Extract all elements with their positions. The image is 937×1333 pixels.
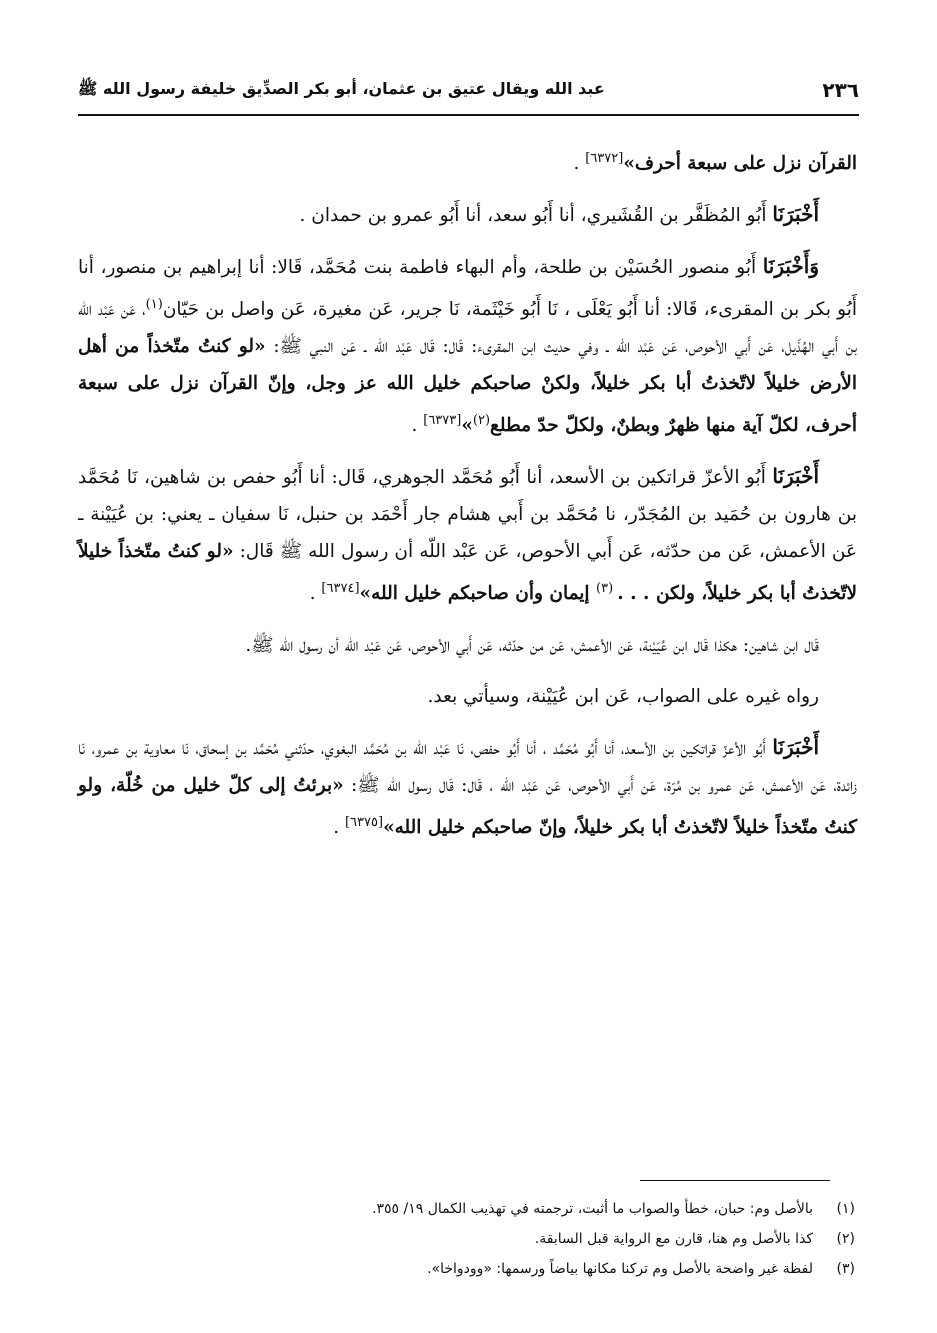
footnote-rule: [640, 1180, 830, 1181]
reference-tag: [٦٣٧٤]: [321, 581, 360, 597]
reference-tag: (٢): [472, 413, 491, 429]
page-number: ٢٣٦: [822, 78, 859, 102]
text-span: «لو كنتُ متّخذاً من أهل الأرض خليلاً لاتّخذتُ أبا بكر خليلاً، ولكنْ صاحبكم خليل الله عز وجل، وإنّ القرآن نزل على سبعة أحرف، لكلّ آية منها ظهرٌ وبطنٌ، ولكلّ حدّ مطلع: [78, 336, 857, 437]
paragraph: [78, 627, 857, 664]
reference-tag: [٦٣٧٢]: [585, 151, 624, 166]
running-title: عبد الله ويقال عتيق بن عثمان، أبو بكر الصدِّيق خليفة رسول الله ﷺ: [78, 78, 605, 98]
footnote: [78, 1224, 855, 1254]
text-span: .: [573, 153, 586, 175]
reference-tag: (١): [145, 297, 163, 313]
main-text: [78, 140, 857, 860]
text-span: »: [461, 415, 473, 437]
text-span: قَال ابن شاهين: هكذا قَال ابن عُيَيْنة، عَن الأعمش، عَن من حدّثه، عَن أَبي الأحوص، عَن عَبْد اللّه أن رسول الله ﷺ.: [245, 634, 819, 656]
footnotes: [78, 1194, 855, 1284]
text-span: أَبُو منصور الحُسَيْن بن طلحة، وأم البهاء فاطمة بنت مُحَمَّد، قَالا: أنا إبراهيم بن منصور، أنا أَبُو بكر بن المقرىء، قَالا: أنا أَبُو يَعْلَى ، نَا أَبُو خَيْثَمة، نَا جرير، عَن مغيرة، عَن واصل بن حَيّان: [78, 257, 857, 321]
text-span: «برئتُ إلى كلّ خليل من خُلّة، ولو كنتُ متّخذاً خليلاً لاتّخذتُ أبا بكر خليلاً، وإنّ صاحبكم خليل الله»: [78, 774, 857, 838]
text-span: .: [309, 583, 322, 605]
paragraph: [78, 458, 857, 612]
text-span: «لو كنتُ متّخذاً خليلاً لاتّخذتُ أبا بكر خليلاً، ولكن . . .: [78, 541, 857, 605]
reference-tag: [٦٣٧٣]: [423, 413, 462, 429]
footnote-text: كذا بالأصل وم هنا، قارن مع الرواية قبل السابقة.: [534, 1231, 813, 1247]
text-span: القرآن نزل على سبعة أحرف»: [623, 153, 857, 175]
text-span: .: [333, 816, 345, 838]
text-span: أَبُو المُظَفَّر بن القُشَيري، أنا أَبُو سعد، أنا أَبُو عمرو بن حمدان .: [299, 205, 773, 227]
text-span: أَبُو الأعزّ قراتكين بن الأسعد، أنا أَبُو مُحَمَّد الجوهري، قَال: أنا أَبُو حفص بن شاهين، نَا مُحَمَّد بن هارون بن حُمَيد بن المُجَدّر، نا مُحَمَّد بن أَبي هشام جار أَحْمَد بن حنبل، نَا سفيان ـ يعني: بن عُيَيْنة ـ عَن الأعمش، عَن من حدّثه، عَن أَبي الأحوص، عَن عَبْد اللّه أن رسول الله ﷺ قَال:: [78, 467, 857, 563]
text-span: إيمان وأن صاحبكم خليل الله»: [359, 583, 597, 605]
header-rule: [78, 114, 859, 116]
paragraph: [78, 140, 857, 182]
footnote-number: (٢): [836, 1231, 855, 1247]
lead-word: أَخْبَرَنَا: [772, 734, 819, 759]
footnote-text: لفظة غير واضحة بالأصل وم تركنا مكانها بياضاً ورسمها: «وودواخا».: [427, 1261, 813, 1277]
lead-word: أَخْبَرَنَا: [772, 464, 819, 489]
footnote-text: بالأصل وم: حبان، خطأ والصواب ما أثبت، ترجمته في تهذيب الكمال ١٩/ ٣٥٥.: [372, 1201, 813, 1217]
paragraph: [78, 248, 857, 444]
text-span: أَبُو الأعزّ قراتكين بن الأسعد، أنا أَبُو مُحَمَّد ، أنا أَبُو حفص، نَا عَبْد اللّه بن مُحَمَّد البغوي، حدّثني مُحَمَّد بن إسحاق، نَا معاوية بن عمرو، نَا زائدة، عَن الأعمش، عَن عمرو بن مُرّة، عَن أَبي الأحوص، عَن عَبْد اللّه ، قَال: قَال رسول الله ﷺ:: [78, 737, 857, 796]
footnote-number: (١): [836, 1201, 855, 1217]
paragraph: [78, 196, 857, 234]
text-span: .: [411, 415, 424, 437]
lead-word: وَأَخْبَرَنَا: [762, 254, 819, 279]
lead-word: أَخْبَرَنَا: [772, 202, 819, 227]
page-header: [78, 70, 859, 110]
footnote: [78, 1194, 855, 1224]
reference-tag: [٦٣٧٥]: [344, 814, 384, 830]
footnote-number: (٣): [836, 1261, 855, 1277]
paragraph: [78, 729, 857, 846]
footnote: [78, 1254, 855, 1284]
text-span: ، عَن عَبْد اللّه بن أَبي الهُذَيل، عَن أَبي الأحوص، عَن عَبْد اللّه ـ وفي حديث ابن المقرىء: قَال: قَال عَبْد اللّه ـ عَن النبي ﷺ:: [78, 299, 858, 358]
paragraph: [78, 678, 857, 715]
reference-tag: (٣): [596, 581, 618, 597]
text-span: رواه غيره على الصواب، عَن ابن عُيَيْنة، وسيأتي بعد.: [427, 685, 819, 707]
